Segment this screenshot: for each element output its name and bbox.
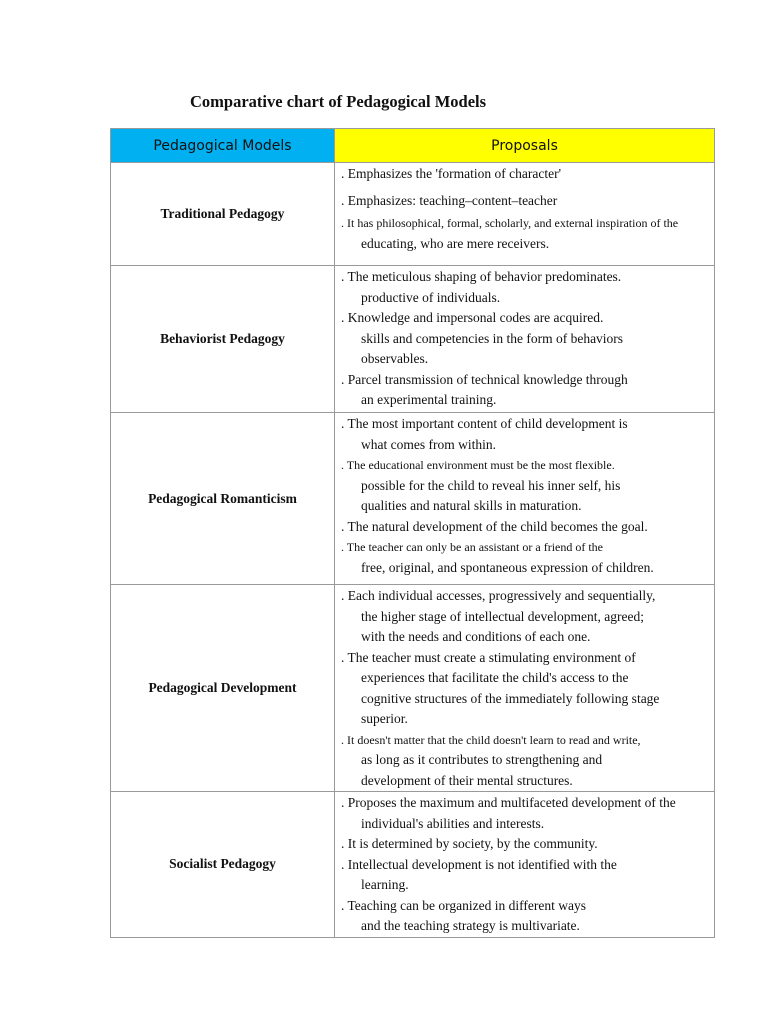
proposal-text: . The educational environment must be the most flexible. [341,458,615,472]
proposal-item [341,191,708,212]
proposal-item [341,308,708,370]
proposal-continuation: as long as it contributes to strengthening and [361,752,603,767]
proposal-text: . The teacher can only be an assistant or a friend of the [341,540,604,554]
proposal-text: . Emphasizes: teaching–content–teacher [341,192,558,208]
proposal-item [341,517,708,538]
proposals-cell [335,585,715,792]
proposal-continuation: productive of individuals. [361,289,501,305]
model-name: Behaviorist Pedagogy [111,266,335,413]
proposal-item [341,267,708,308]
proposal-text: . The teacher must create a stimulating environment of [341,649,636,665]
proposal-text: . Knowledge and impersonal codes are acquired. [341,310,604,325]
proposal-text: . Proposes the maximum and multifaceted development of the [341,795,676,810]
comparison-table [110,128,715,938]
model-name: Pedagogical Romanticism [111,413,335,585]
proposal-continuation: development of their mental structures. [361,772,573,788]
proposal-text: . The most important content of child development is [341,416,628,431]
proposal-text: . Teaching can be organized in different ways [341,897,586,913]
proposal-continuation: the higher stage of intellectual development, agreed; [361,608,645,624]
table-body [111,163,715,938]
proposal-continuation: free, original, and spontaneous expression of children. [361,559,654,575]
page-title: Comparative chart of Pedagogical Models [190,92,487,111]
header-proposals: Proposals [335,129,715,163]
proposal-item [341,586,708,648]
proposal-continuation: with the needs and conditions of each one. [361,629,591,644]
proposal-continuation: individual's abilities and interests. [361,815,545,831]
proposal-item [341,414,708,455]
proposal-continuation: and the teaching strategy is multivariate. [361,918,580,933]
table-row [111,266,715,413]
proposal-text: . Parcel transmission of technical knowledge through [341,371,628,387]
proposal-text: . Each individual accesses, progressively and sequentially, [341,588,656,603]
proposals-cell [335,792,715,938]
proposal-continuation: skills and competencies in the form of behaviors [361,330,624,346]
proposal-continuation: observables. [361,351,429,366]
table-row [111,413,715,585]
proposal-text: . It doesn't matter that the child doesn't learn to read and write, [341,732,641,747]
proposal-item [341,855,708,896]
header-models: Pedagogical Models [111,129,335,163]
table-row [111,163,715,266]
proposals-cell [335,413,715,585]
proposals-cell [335,266,715,413]
proposal-continuation: an experimental training. [361,392,497,407]
header-row [111,129,715,163]
proposal-item [341,793,708,834]
proposal-continuation: cognitive structures of the immediately following stage [361,690,660,706]
model-name: Traditional Pedagogy [111,163,335,266]
proposals-cell [335,163,715,266]
model-name: Pedagogical Development [111,585,335,792]
proposal-text: . The natural development of the child becomes the goal. [341,518,648,534]
proposal-continuation: learning. [361,877,409,892]
proposal-item [341,834,708,855]
proposal-text: . The meticulous shaping of behavior predominates. [341,269,622,284]
proposal-item [341,455,708,517]
proposal-continuation: possible for the child to reveal his inner self, his [361,477,621,493]
proposal-item [341,537,708,578]
proposal-item [341,648,708,730]
model-name: Socialist Pedagogy [111,792,335,938]
proposal-text: . Emphasizes the 'formation of character' [341,166,562,181]
proposal-continuation: experiences that facilitate the child's access to the [361,670,629,685]
table-row [111,585,715,792]
proposal-text: . It is determined by society, by the community. [341,836,598,851]
proposal-item [341,213,708,254]
proposal-item [341,164,708,185]
proposal-continuation: superior. [361,711,408,726]
proposal-text: . It has philosophical, formal, scholarly, and external inspiration of the [341,216,679,230]
proposal-item [341,896,708,937]
proposal-item [341,370,708,411]
table-row [111,792,715,938]
proposal-continuation: what comes from within. [361,436,496,452]
proposal-item [341,730,708,792]
proposal-text: . Intellectual development is not identified with the [341,856,617,872]
proposal-continuation: educating, who are mere receivers. [361,235,550,251]
proposal-continuation: qualities and natural skills in maturation. [361,498,582,513]
